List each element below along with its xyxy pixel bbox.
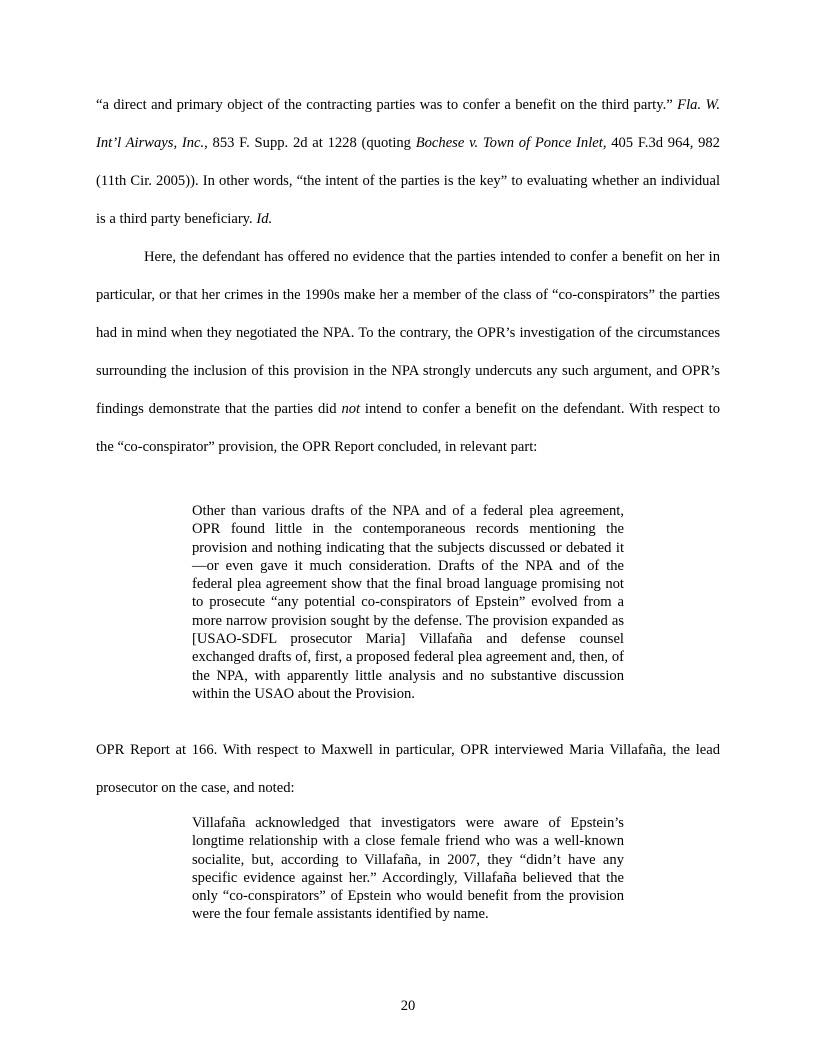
block-quote-opr-report: Other than various drafts of the NPA and of a federal plea agreement, OPR found little in the contemporaneous records mentioning the provision and nothing indicating that the subjects discussed or debated it—or even gave it much consideration. Drafts of the NPA and of the federal plea agreement show that the final broad language promising not to prosecute “any potential co-conspirators of Epstein” evolved from a more narrow provision sought by the defense. The provision expanded as [USAO-SDFL prosecutor Maria] Villafaña and defense counsel exchanged drafts of, first, a proposed federal plea agreement and, then, of the NPA, with apparently little analysis and no substantive discussion within the USAO about the Provision. — [192, 503, 624, 702]
paragraph-third-party-standard: “a direct and primary object of the contracting parties was to confer a benefit on the third party.” Fla. W. Int’l Airways, Inc., 853 F. Supp. 2d at 1228 (quoting Bochese v. Town of Ponce Inlet, 405 F.3d 964, 982 (11th Cir. 2005)). In other words, “the intent of the parties is the key” to evaluating whether an individual is a third party beneficiary. Id. — [96, 97, 720, 227]
emphasis-not: not — [341, 401, 361, 417]
case-citation: Fla. W. Int’l Airways, Inc. — [96, 97, 720, 151]
paragraph-opr-interview: OPR Report at 166. With respect to Maxwell in particular, OPR interviewed Maria Villafaña, the lead prosecutor on the case, and noted: — [96, 742, 720, 796]
page-number: 20 — [400, 998, 416, 1014]
paragraph-no-evidence: Here, the defendant has offered no evidence that the parties intended to confer a benefit on her in particular, or that her crimes in the 1990s make her a member of the class of “co-conspirators” the parties had in mind when they negotiated the NPA. To the contrary, the OPR’s investigation of the circumstances surrounding the inclusion of this provision in the NPA strongly undercuts any such argument, and OPR’s findings demonstrate that the parties did not intend to confer a benefit on the defendant. With respect to the “co-conspirator” provision, the OPR Report concluded, in relevant part: — [96, 249, 720, 455]
case-citation-2: Bochese v. Town of Ponce Inlet — [415, 135, 603, 151]
id-citation: Id. — [256, 211, 273, 227]
block-quote-villafana: Villafaña acknowledged that investigators were aware of Epstein’s longtime relationship with a close female friend who was a well-known socialite, but, according to Villafaña, in 2007, they “didn’t have any specific evidence against her.” Accordingly, Villafaña believed that the only “co-conspirators” of Epstein who would benefit from the provision were the four female assistants identified by name. — [192, 815, 624, 923]
